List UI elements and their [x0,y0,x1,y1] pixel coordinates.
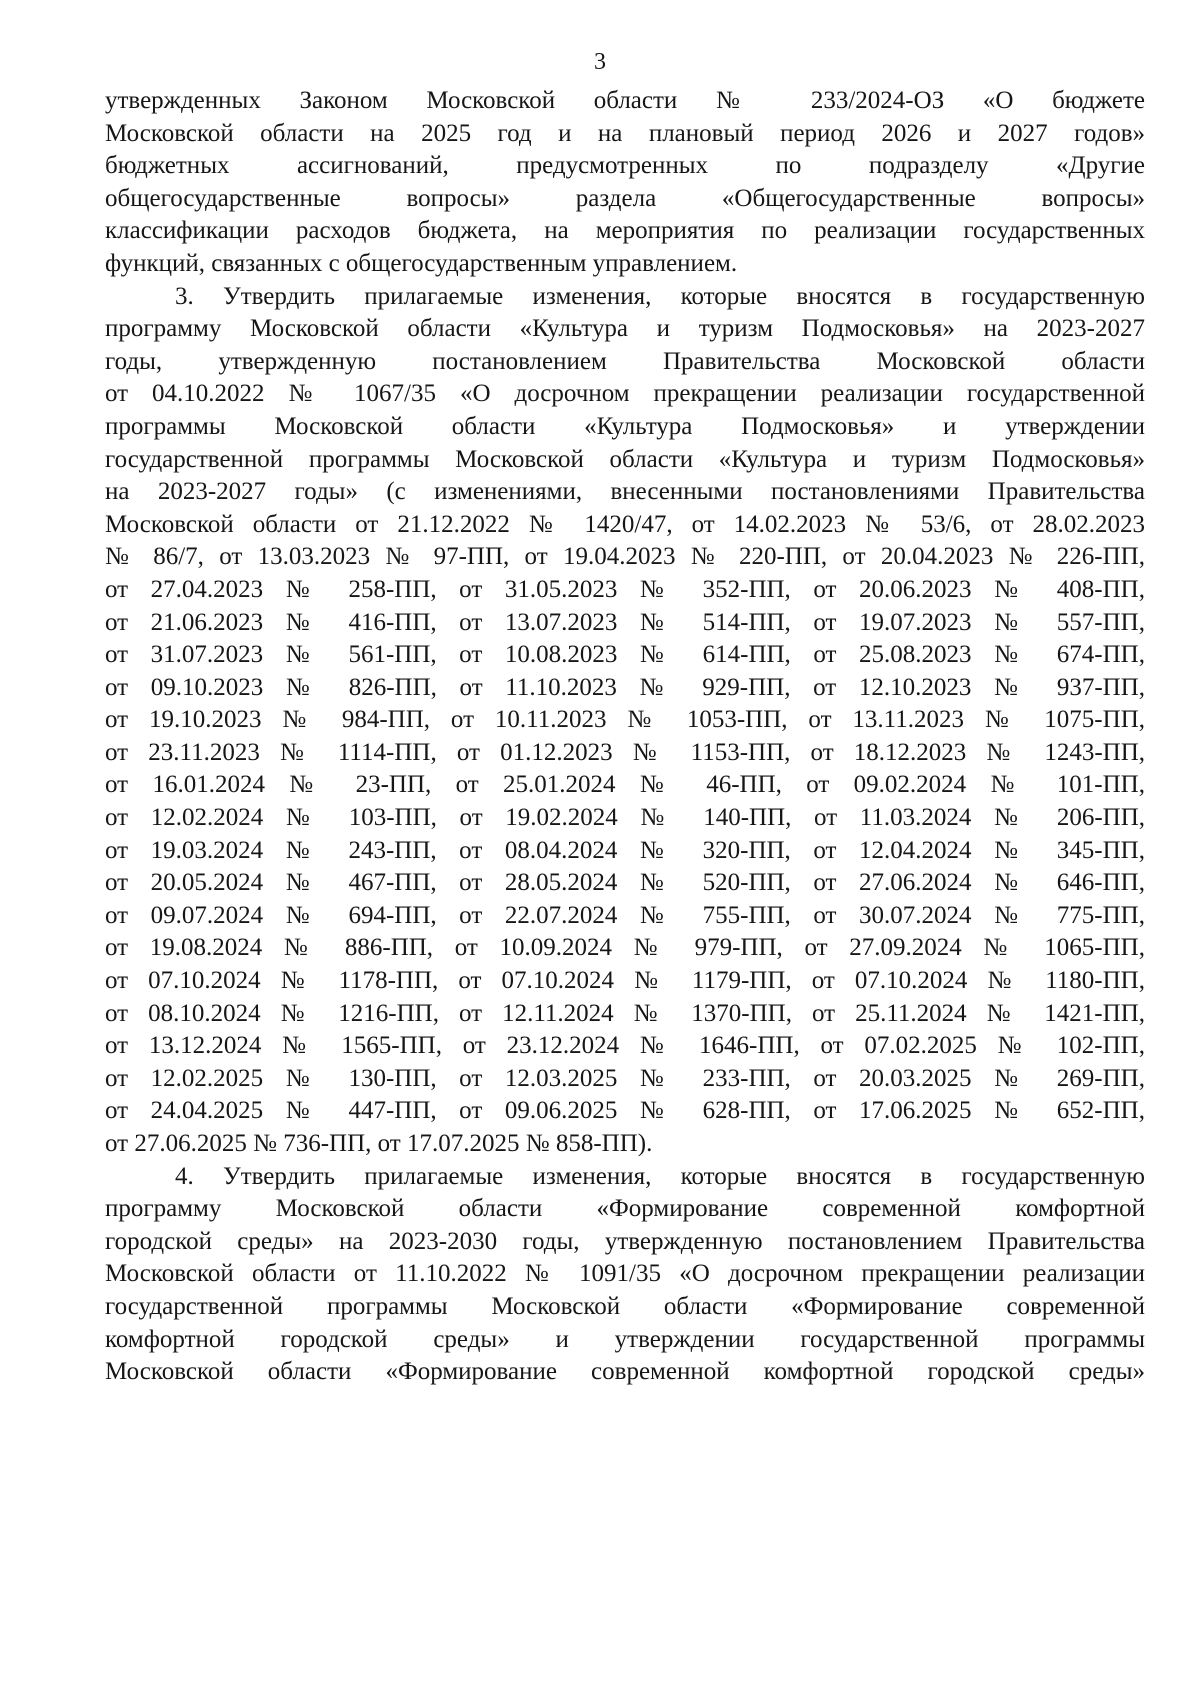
text-line: классификации расходов бюджета, на мероприятия по реализации государственных [105,217,1145,245]
paragraph-item-4-urban-environment-program [105,1161,1145,1389]
text-line: от 19.10.2023 № 984-ПП, от 10.11.2023 № 1053-ПП, от 13.11.2023 № 1075-ПП, [105,706,1145,734]
text-line: на 2023-2027 годы» (с изменениями, внесенными постановлениями Правительства [105,478,1145,506]
text-line: Московской области на 2025 год и на плановый период 2026 и 2027 годов» [105,119,1145,147]
text-line: от 27.06.2025 № 736-ПП, от 17.07.2025 № 858-ПП). [105,1130,653,1157]
text-line: от 12.02.2024 № 103-ПП, от 19.02.2024 № 140-ПП, от 11.03.2024 № 206-ПП, [105,804,1145,832]
text-line: программу Московской области «Формирование современной комфортной [105,1195,1145,1223]
text-line: программы Московской области «Культура Подмосковья» и утверждении [105,412,1145,440]
text-line: от 09.10.2023 № 826-ПП, от 11.10.2023 № 929-ПП, от 12.10.2023 № 937-ПП, [105,673,1145,701]
text-line: городской среды» на 2023-2030 годы, утвержденную постановлением Правительства [105,1227,1145,1255]
text-line: от 08.10.2024 № 1216-ПП, от 12.11.2024 № 1370-ПП, от 25.11.2024 № 1421-ПП, [105,999,1145,1027]
text-line: государственной программы Московской области «Формирование современной [105,1292,1145,1320]
text-line: бюджетных ассигнований, предусмотренных по подразделу «Другие [105,152,1145,180]
text-line: от 31.07.2023 № 561-ПП, от 10.08.2023 № 614-ПП, от 25.08.2023 № 674-ПП, [105,641,1145,669]
text-line: от 27.04.2023 № 258-ПП, от 31.05.2023 № 352-ПП, от 20.06.2023 № 408-ПП, [105,575,1145,603]
text-line: программу Московской области «Культура и туризм Подмосковья» на 2023-2027 [105,315,1145,343]
text-line: функций, связанных с общегосударственным управлением. [105,249,738,277]
text-line: государственной программы Московской области «Культура и туризм Подмосковья» [105,445,1145,473]
text-line: утвержденных Законом Московской области № 233/2024-ОЗ «О бюджете [105,87,1145,114]
document-body [105,85,1145,1389]
text-line: от 04.10.2022 № 1067/35 «О досрочном прекращении реализации государственной [105,380,1145,408]
text-line: Московской области «Формирование современной комфортной городской среды» [105,1358,1145,1386]
text-line: № 86/7, от 13.03.2023 № 97-ПП, от 19.04.2023 № 220-ПП, от 20.04.2023 № 226-ПП, [105,543,1145,571]
text-line: 3. Утвердить прилагаемые изменения, которые вносятся в государственную [175,282,1145,310]
paragraph-item-3-culture-program [105,281,1145,1161]
text-line: от 19.03.2024 № 243-ПП, от 08.04.2024 № 320-ПП, от 12.04.2024 № 345-ПП, [105,836,1145,864]
text-line: от 09.07.2024 № 694-ПП, от 22.07.2024 № 755-ПП, от 30.07.2024 № 775-ПП, [105,901,1145,929]
text-line: общегосударственные вопросы» раздела «Общегосударственные вопросы» [105,184,1145,212]
text-line: от 20.05.2024 № 467-ПП, от 28.05.2024 № 520-ПП, от 27.06.2024 № 646-ПП, [105,869,1145,897]
paragraph-budget-allocations [105,85,1145,281]
text-line: комфортной городской среды» и утверждении государственной программы [105,1325,1145,1353]
text-line: Московской области от 11.10.2022 № 1091/35 «О досрочном прекращении реализации [105,1260,1145,1288]
text-line: Московской области от 21.12.2022 № 1420/47, от 14.02.2023 № 53/6, от 28.02.2023 [105,510,1145,538]
text-line: от 21.06.2023 № 416-ПП, от 13.07.2023 № 514-ПП, от 19.07.2023 № 557-ПП, [105,608,1145,636]
text-line: от 16.01.2024 № 23-ПП, от 25.01.2024 № 46-ПП, от 09.02.2024 № 101-ПП, [105,771,1145,799]
text-line: от 23.11.2023 № 1114-ПП, от 01.12.2023 № 1153-ПП, от 18.12.2023 № 1243-ПП, [105,738,1145,766]
text-line: 4. Утвердить прилагаемые изменения, которые вносятся в государственную [175,1162,1145,1190]
page-number: 3 [594,49,606,75]
text-line: от 19.08.2024 № 886-ПП, от 10.09.2024 № 979-ПП, от 27.09.2024 № 1065-ПП, [105,934,1145,962]
text-line: годы, утвержденную постановлением Правительства Московской области [105,347,1145,375]
text-line: от 07.10.2024 № 1178-ПП, от 07.10.2024 № 1179-ПП, от 07.10.2024 № 1180-ПП, [105,967,1145,995]
text-line: от 12.02.2025 № 130-ПП, от 12.03.2025 № 233-ПП, от 20.03.2025 № 269-ПП, [105,1064,1145,1092]
text-line: от 24.04.2025 № 447-ПП, от 09.06.2025 № 628-ПП, от 17.06.2025 № 652-ПП, [105,1097,1145,1125]
text-line: от 13.12.2024 № 1565-ПП, от 23.12.2024 № 1646-ПП, от 07.02.2025 № 102-ПП, [105,1032,1145,1060]
